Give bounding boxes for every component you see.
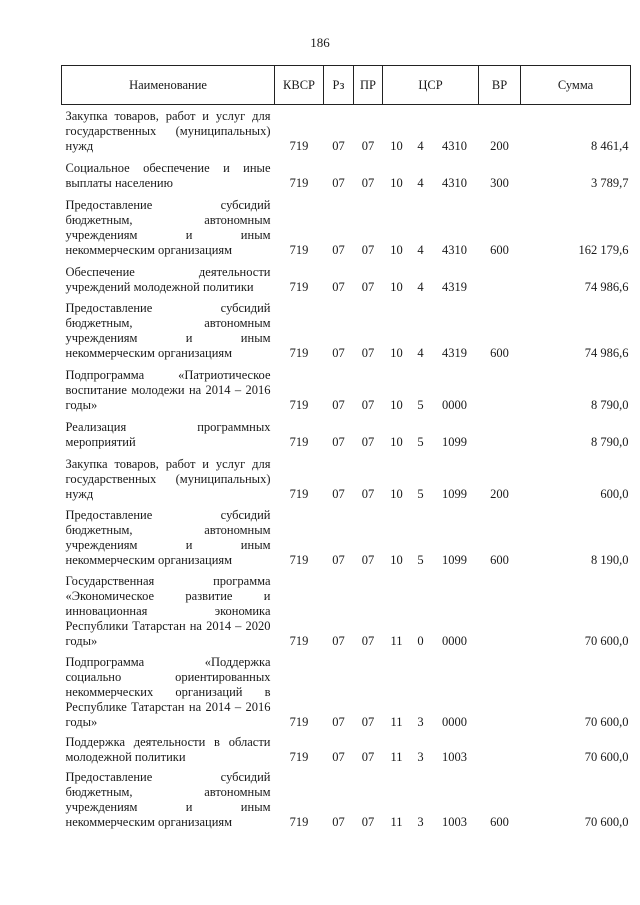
row-name: Обеспечение деятельности учреждений молодежной политики xyxy=(65,265,271,294)
row-sum: 600,0 xyxy=(600,487,629,501)
row-pr: 07 xyxy=(361,815,375,829)
header-rz: Рз xyxy=(324,66,354,105)
row-csr-subprogram: 5 xyxy=(417,487,424,501)
row-name: Поддержка деятельности в области молодежной политики xyxy=(65,735,271,764)
row-csr-subprogram: 5 xyxy=(417,398,424,412)
header-sum: Сумма xyxy=(521,66,631,105)
row-csr-program: 10 xyxy=(390,176,403,190)
row-kvsr: 719 xyxy=(289,176,309,190)
row-vr xyxy=(479,650,521,731)
row-name: Закупка товаров, работ и услуг для государственных (муниципальных) нужд xyxy=(65,109,271,153)
table-row xyxy=(62,451,631,503)
row-name: Подпрограмма «Патриотическое воспитание молодежи на 2014 – 2016 годы» xyxy=(65,368,271,412)
row-pr: 07 xyxy=(361,553,375,567)
row-csr-program: 10 xyxy=(390,346,403,360)
row-name: Предоставление субсидий бюджетным, автономным учреждениям и иным некоммерческим организациям xyxy=(65,770,271,829)
row-csr-program: 11 xyxy=(390,750,403,764)
row-csr-subprogram: 4 xyxy=(417,176,424,190)
header-pr: ПР xyxy=(354,66,383,105)
row-csr-direction: 1003 xyxy=(442,815,467,829)
table-row xyxy=(62,296,631,362)
row-sum: 8 790,0 xyxy=(591,398,629,412)
row-csr-program: 10 xyxy=(390,487,403,501)
table-row xyxy=(62,105,631,156)
row-csr-program: 10 xyxy=(390,553,403,567)
row-csr-program: 10 xyxy=(390,139,403,153)
row-kvsr: 719 xyxy=(289,435,309,449)
row-rz: 07 xyxy=(332,176,345,190)
row-sum: 70 600,0 xyxy=(584,815,629,829)
row-name: Реализация программных мероприятий xyxy=(65,420,271,449)
row-pr: 07 xyxy=(361,634,375,648)
row-vr: 600 xyxy=(490,553,509,567)
budget-table xyxy=(61,65,631,831)
row-vr: 600 xyxy=(490,815,509,829)
row-kvsr: 719 xyxy=(289,346,309,360)
row-pr: 07 xyxy=(361,715,375,729)
row-sum: 70 600,0 xyxy=(584,715,629,729)
row-kvsr: 719 xyxy=(289,815,309,829)
row-csr-direction: 4310 xyxy=(442,139,467,153)
row-vr xyxy=(479,362,521,414)
row-vr xyxy=(479,731,521,766)
row-csr-subprogram: 5 xyxy=(417,553,424,567)
row-pr: 07 xyxy=(361,750,375,764)
table-row xyxy=(62,192,631,259)
row-pr: 07 xyxy=(361,280,375,294)
row-name: Закупка товаров, работ и услуг для государственных (муниципальных) нужд xyxy=(65,457,271,501)
row-csr-direction: 4319 xyxy=(442,346,467,360)
table-row xyxy=(62,503,631,569)
row-kvsr: 719 xyxy=(289,487,309,501)
row-csr-program: 11 xyxy=(390,715,403,729)
row-rz: 07 xyxy=(332,243,345,257)
row-csr-subprogram: 0 xyxy=(417,634,424,648)
row-rz: 07 xyxy=(332,815,345,829)
row-sum: 3 789,7 xyxy=(591,176,629,190)
row-csr-program: 11 xyxy=(390,815,403,829)
row-csr-subprogram: 4 xyxy=(417,243,424,257)
row-kvsr: 719 xyxy=(289,634,309,648)
row-vr xyxy=(479,569,521,650)
row-rz: 07 xyxy=(332,280,345,294)
row-csr-program: 11 xyxy=(390,634,403,648)
row-name: Государственная программа «Экономическое развитие и инновационная экономика Республики Татарстан на 2014 – 2020 годы» xyxy=(65,574,271,648)
row-csr-subprogram: 3 xyxy=(417,815,424,829)
row-pr: 07 xyxy=(361,398,375,412)
table-row xyxy=(62,414,631,451)
row-sum: 70 600,0 xyxy=(584,634,629,648)
row-name: Предоставление субсидий бюджетным, автономным учреждениям и иным некоммерческим организациям xyxy=(65,508,271,567)
row-pr: 07 xyxy=(361,243,375,257)
table-row xyxy=(62,362,631,414)
row-sum: 70 600,0 xyxy=(584,750,629,764)
row-name: Социальное обеспечение и иные выплаты населению xyxy=(65,161,271,190)
table-row xyxy=(62,650,631,731)
table-row xyxy=(62,731,631,766)
row-rz: 07 xyxy=(332,634,345,648)
row-csr-subprogram: 4 xyxy=(417,346,424,360)
row-csr-direction: 1003 xyxy=(442,750,467,764)
row-kvsr: 719 xyxy=(289,553,309,567)
row-sum: 162 179,6 xyxy=(578,243,629,257)
row-vr: 200 xyxy=(490,487,509,501)
row-kvsr: 719 xyxy=(289,139,309,153)
row-csr-subprogram: 5 xyxy=(417,435,424,449)
row-rz: 07 xyxy=(332,750,345,764)
table-row xyxy=(62,259,631,296)
row-pr: 07 xyxy=(361,435,375,449)
row-rz: 07 xyxy=(332,553,345,567)
row-kvsr: 719 xyxy=(289,715,309,729)
row-pr: 07 xyxy=(361,176,375,190)
row-pr: 07 xyxy=(361,487,375,501)
row-pr: 07 xyxy=(361,346,375,360)
row-csr-program: 10 xyxy=(390,398,403,412)
row-rz: 07 xyxy=(332,398,345,412)
row-name: Предоставление субсидий бюджетным, автономным учреждениям и иным некоммерческим организациям xyxy=(65,198,271,257)
table-row xyxy=(62,766,631,831)
header-kvsr: КВСР xyxy=(275,66,324,105)
row-vr: 600 xyxy=(490,346,509,360)
row-csr-subprogram: 4 xyxy=(417,139,424,153)
row-sum: 8 790,0 xyxy=(591,435,629,449)
row-csr-subprogram: 3 xyxy=(417,715,424,729)
row-vr xyxy=(479,414,521,451)
row-kvsr: 719 xyxy=(289,750,309,764)
row-csr-subprogram: 3 xyxy=(417,750,424,764)
row-sum: 8 190,0 xyxy=(591,553,629,567)
row-vr: 200 xyxy=(490,139,509,153)
table-header xyxy=(62,66,631,105)
row-name: Предоставление субсидий бюджетным, автономным учреждениям и иным некоммерческим организациям xyxy=(65,301,271,360)
row-sum: 74 986,6 xyxy=(584,280,629,294)
row-csr-program: 10 xyxy=(390,435,403,449)
row-csr-program: 10 xyxy=(390,243,403,257)
row-sum: 8 461,4 xyxy=(591,139,629,153)
row-csr-direction: 0000 xyxy=(442,398,467,412)
header-csr: ЦСР xyxy=(383,66,479,105)
row-vr xyxy=(479,259,521,296)
row-pr: 07 xyxy=(361,139,375,153)
row-rz: 07 xyxy=(332,487,345,501)
row-csr-direction: 1099 xyxy=(442,435,467,449)
table-body xyxy=(62,105,631,832)
row-kvsr: 719 xyxy=(289,243,309,257)
row-kvsr: 719 xyxy=(289,398,309,412)
row-csr-direction: 4310 xyxy=(442,176,467,190)
row-vr: 300 xyxy=(490,176,509,190)
page-number: 186 xyxy=(310,35,330,50)
row-csr-direction: 4310 xyxy=(442,243,467,257)
row-csr-subprogram: 4 xyxy=(417,280,424,294)
row-vr: 600 xyxy=(490,243,509,257)
row-csr-direction: 4319 xyxy=(442,280,467,294)
table-row xyxy=(62,155,631,192)
table-row xyxy=(62,569,631,650)
row-rz: 07 xyxy=(332,346,345,360)
row-csr-direction: 1099 xyxy=(442,553,467,567)
header-name: Наименование xyxy=(62,66,275,105)
row-kvsr: 719 xyxy=(289,280,309,294)
row-csr-program: 10 xyxy=(390,280,403,294)
row-sum: 74 986,6 xyxy=(584,346,629,360)
row-rz: 07 xyxy=(332,139,345,153)
row-rz: 07 xyxy=(332,715,345,729)
row-csr-direction: 0000 xyxy=(442,715,467,729)
row-csr-direction: 1099 xyxy=(442,487,467,501)
row-name: Подпрограмма «Поддержка социально ориентированных некоммерческих организаций в Республике Татарстан на 2014 – 2016 годы» xyxy=(65,655,271,729)
header-vr: ВР xyxy=(479,66,521,105)
row-rz: 07 xyxy=(332,435,345,449)
row-csr-direction: 0000 xyxy=(442,634,467,648)
